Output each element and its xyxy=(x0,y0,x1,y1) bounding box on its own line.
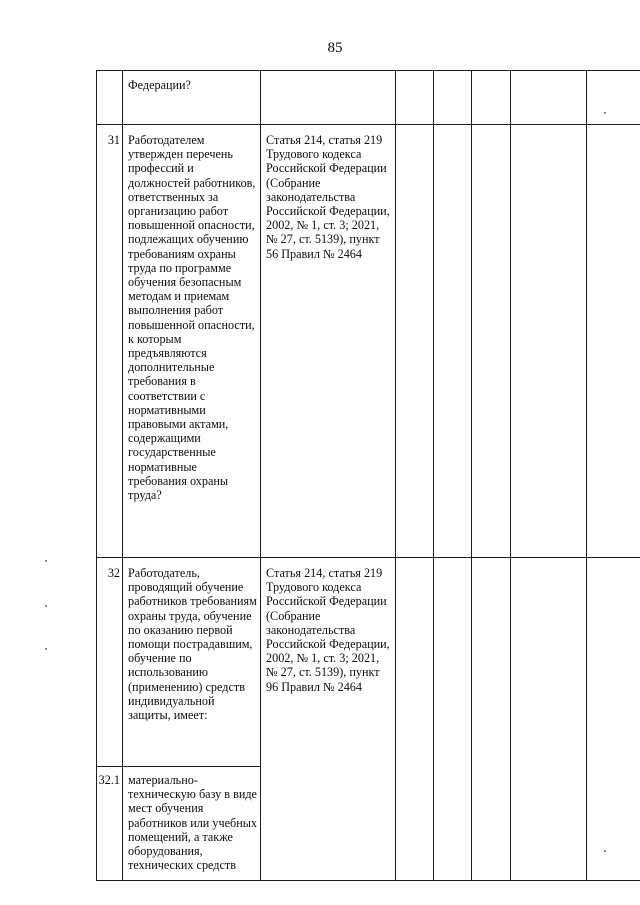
extra-cell xyxy=(587,558,640,881)
answer-no-cell xyxy=(434,125,472,558)
answer-yes-cell xyxy=(396,71,434,125)
page-number: 85 xyxy=(327,40,343,56)
answer-yes-cell xyxy=(396,558,434,881)
checklist-table xyxy=(96,70,640,881)
question-text: Федерации? xyxy=(123,71,261,125)
not-applicable-cell xyxy=(472,125,511,558)
answer-yes-cell xyxy=(396,125,434,558)
legal-reference xyxy=(261,71,396,125)
extra-cell xyxy=(587,71,640,125)
question-text: Работодатель, проводящий обучение работников требованиям охраны труда, обучение по оказанию первой помощи пострадавшим, обучение по использованию (применению) средств индивидуальной защиты, имеет: xyxy=(123,558,261,767)
scan-speck xyxy=(45,648,47,650)
notes-cell xyxy=(511,558,587,881)
answer-no-cell xyxy=(434,71,472,125)
row-number: 32 xyxy=(97,558,123,767)
notes-cell xyxy=(511,71,587,125)
row-number: 32.1 xyxy=(97,767,123,881)
extra-cell xyxy=(587,125,640,558)
answer-no-cell xyxy=(434,558,472,881)
row-number: 31 xyxy=(97,125,123,558)
notes-cell xyxy=(511,125,587,558)
not-applicable-cell xyxy=(472,558,511,881)
table-row xyxy=(97,125,640,558)
legal-reference: Статья 214, статья 219 Трудового кодекса Российской Федерации (Собрание законодательства Российской Федерации, 2002, № 1, ст. 3; 2021, № 27, ст. 5139), пункт 96 Правил № 2464 xyxy=(261,558,396,881)
table-row xyxy=(97,558,640,767)
scan-speck xyxy=(604,112,606,114)
table-row xyxy=(97,71,640,125)
scan-speck xyxy=(45,605,47,607)
scan-speck xyxy=(45,560,47,562)
not-applicable-cell xyxy=(472,71,511,125)
scan-speck xyxy=(604,850,606,852)
legal-reference: Статья 214, статья 219 Трудового кодекса Российской Федерации (Собрание законодательства Российской Федерации, 2002, № 1, ст. 3; 2021, № 27, ст. 5139), пункт 56 Правил № 2464 xyxy=(261,125,396,558)
question-text: Работодателем утвержден перечень профессий и должностей работников, ответственных за организацию работ повышенной опасности, подлежащих обучению требованиям охраны труда по программе обучения безопасным методам и приемам выполнения работ повышенной опасности, к которым предъявляются дополнительные требования в соответствии с нормативными правовыми актами, содержащими государственные нормативные требования охраны труда? xyxy=(123,125,261,558)
row-number xyxy=(97,71,123,125)
question-text: материально-техническую базу в виде мест обучения работников или учебных помещений, а также оборудования, технических средств xyxy=(123,767,261,881)
